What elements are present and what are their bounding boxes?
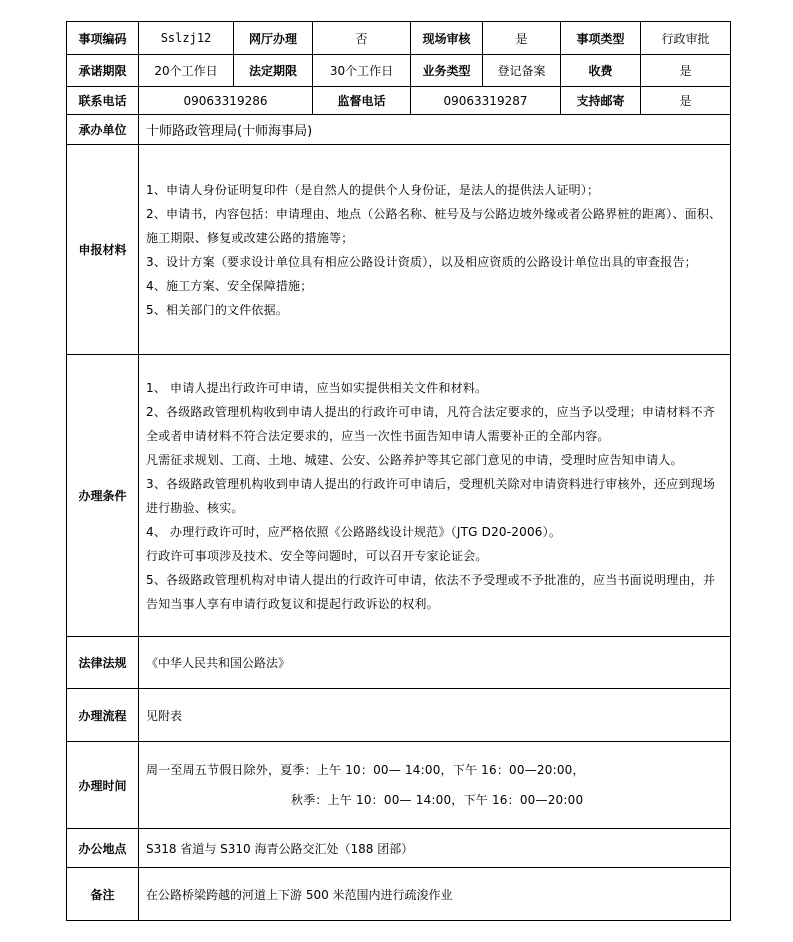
service-item-table [66,21,731,921]
value-legal-period: 30个工作日 [313,55,411,87]
row-hours [67,742,731,829]
label-supervision-phone: 监督电话 [313,87,411,115]
value-fee: 是 [641,55,731,87]
row-law [67,637,731,689]
label-item-type: 事项类型 [561,22,641,55]
label-online-handling: 网厅办理 [234,22,313,55]
label-law: 法律法规 [67,637,139,689]
value-mail-support: 是 [641,87,731,115]
label-materials: 申报材料 [67,145,139,355]
row-location [67,829,731,868]
row-deadlines [67,55,731,87]
value-handling-unit: 十师路政管理局(十师海事局) [139,115,731,145]
value-item-type: 行政审批 [641,22,731,55]
materials-line: 5、相关部门的文件依据。 [146,302,289,317]
conditions-line: 5、各级路政管理机构对申请人提出的行政许可申请，依法不予受理或不予批准的，应当书面说明理由，并告知当事人享有申请行政复议和提起行政诉讼的权利。 [146,572,716,611]
row-phones [67,87,731,115]
row-unit [67,115,731,145]
conditions-list [139,355,731,637]
conditions-line: 4、 办理行政许可时，应严格依照《公路路线设计规范》（JTG D20-2006）。 [146,524,562,539]
label-promised-period: 承诺期限 [67,55,139,87]
materials-line: 3、设计方案（要求设计单位具有相应公路设计资质），以及相应资质的公路设计单位出具的审查报告； [146,254,697,269]
conditions-line: 3、各级路政管理机构收到申请人提出的行政许可申请后，受理机关除对申请资料进行审核外，还应到现场进行勘验、核实。 [146,476,716,515]
value-online-handling: 否 [313,22,411,55]
value-hours [139,742,731,829]
materials-list [139,145,731,355]
label-conditions: 办理条件 [67,355,139,637]
materials-line: 2、申请书，内容包括：申请理由、地点（公路名称、桩号及与公路边坡外缘或者公路界桩的距离）、面积、施工期限、修复或改建公路的措施等； [146,206,722,245]
materials-line: 4、施工方案、安全保障措施； [146,278,313,293]
label-contact-phone: 联系电话 [67,87,139,115]
value-contact-phone: 09063319286 [139,87,313,115]
label-remarks: 备注 [67,868,139,921]
label-legal-period: 法定期限 [234,55,313,87]
value-business-type: 登记备案 [483,55,561,87]
value-process: 见附表 [139,689,731,742]
materials-line: 1、申请人身份证明复印件（是自然人的提供个人身份证，是法人的提供法人证明）； [146,182,600,197]
hours-summer: 周一至周五节假日除外，夏季：上午 10：00— 14:00，下午 16：00—20:00， [146,763,585,777]
label-business-type: 业务类型 [411,55,483,87]
conditions-line: 2、各级路政管理机构收到申请人提出的行政许可申请，凡符合法定要求的，应当予以受理；申请材料不齐全或者申请材料不符合法定要求的，应当一次性书面告知申请人需要补正的全部内容。 [146,404,716,443]
value-promised-period: 20个工作日 [139,55,234,87]
label-process: 办理流程 [67,689,139,742]
label-location: 办公地点 [67,829,139,868]
value-location: S318 省道与 S310 海青公路交汇处（188 团部） [139,829,731,868]
value-onsite-review: 是 [483,22,561,55]
row-conditions [67,355,731,637]
label-fee: 收费 [561,55,641,87]
row-item-code [67,22,731,55]
value-supervision-phone: 09063319287 [411,87,561,115]
value-item-code: Sslzj12 [139,22,234,55]
label-item-code: 事项编码 [67,22,139,55]
hours-autumn: 秋季：上午 10：00— 14:00，下午 16：00—20:00 [291,793,584,807]
value-law: 《中华人民共和国公路法》 [139,637,731,689]
conditions-line: 1、 申请人提出行政许可申请，应当如实提供相关文件和材料。 [146,380,488,395]
conditions-line: 凡需征求规划、工商、土地、城建、公安、公路养护等其它部门意见的申请，受理时应告知申请人。 [146,452,683,467]
row-materials [67,145,731,355]
value-remarks: 在公路桥梁跨越的河道上下游 500 米范围内进行疏浚作业 [139,868,731,921]
row-remarks [67,868,731,921]
label-onsite-review: 现场审核 [411,22,483,55]
label-handling-unit: 承办单位 [67,115,139,145]
label-mail-support: 支持邮寄 [561,87,641,115]
conditions-line: 行政许可事项涉及技术、安全等问题时，可以召开专家论证会。 [146,548,488,563]
label-hours: 办理时间 [67,742,139,829]
row-process [67,689,731,742]
